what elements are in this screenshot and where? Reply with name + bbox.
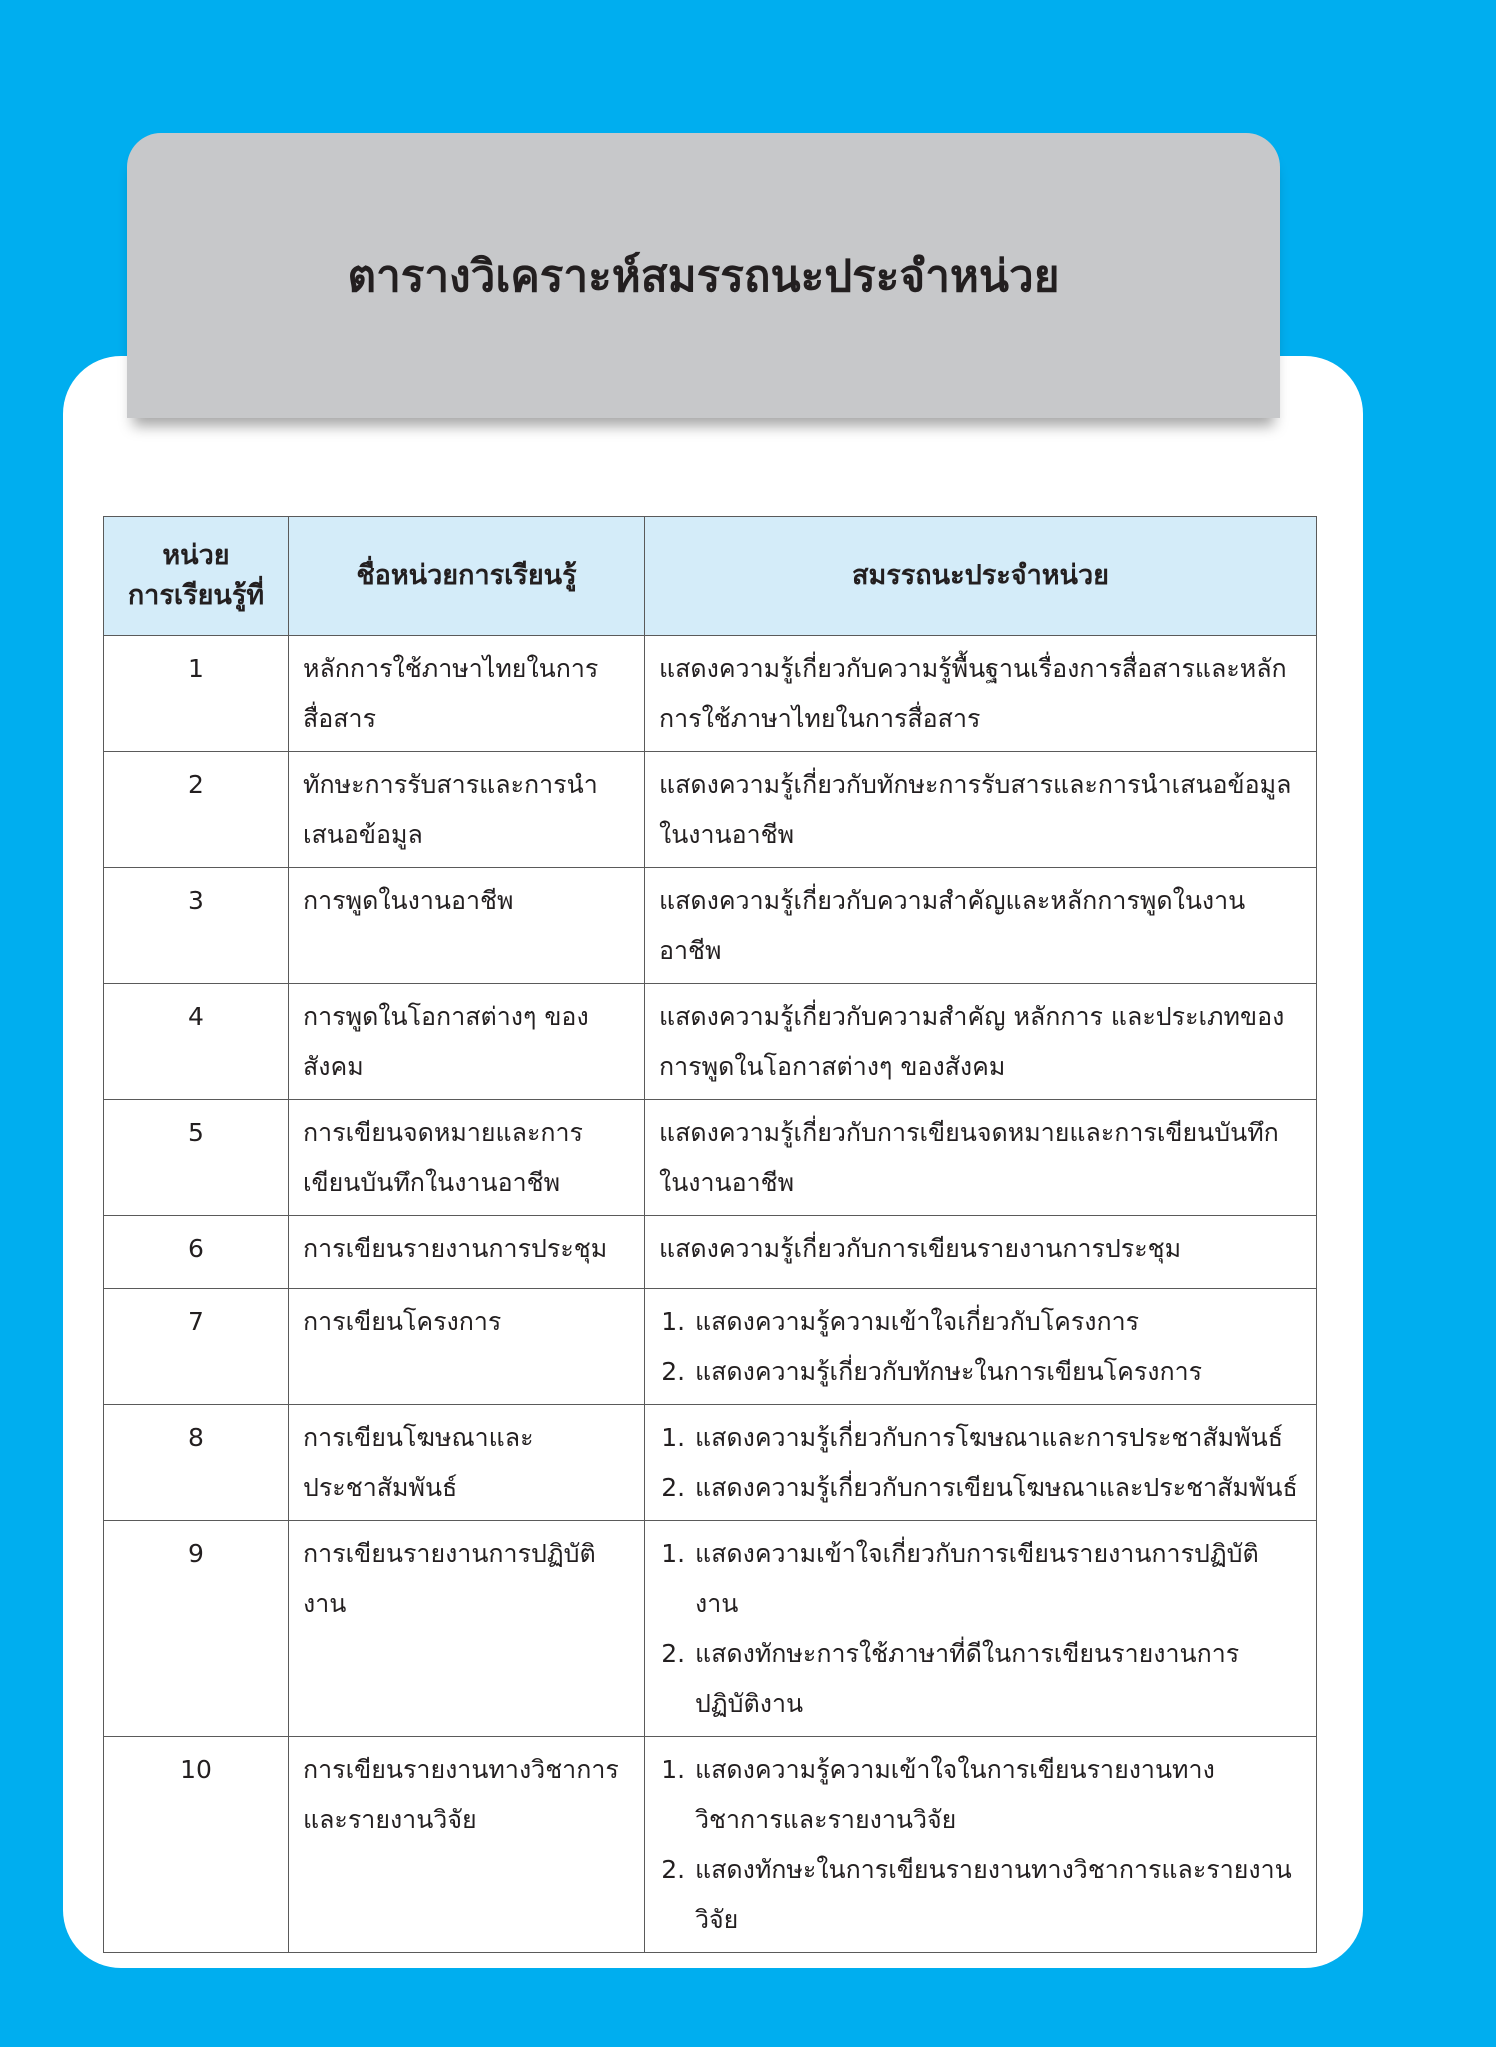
table-row: [104, 1216, 1317, 1289]
unit-competency: แสดงความรู้เกี่ยวกับความรู้พื้นฐานเรื่องการสื่อสารและหลักการใช้ภาษาไทยในการสื่อสาร: [645, 636, 1317, 752]
table-row: [104, 1289, 1317, 1405]
unit-competency: แสดงความรู้เกี่ยวกับการเขียนรายงานการประชุม: [645, 1216, 1317, 1289]
table-row: [104, 636, 1317, 752]
unit-number: 7: [104, 1289, 289, 1405]
unit-name: การเขียนรายงานการประชุม: [289, 1216, 645, 1289]
unit-name: ทักษะการรับสารและการนำเสนอข้อมูล: [289, 752, 645, 868]
unit-name: การเขียนรายงานทางวิชาการและรายงานวิจัย: [289, 1737, 645, 1953]
unit-number: 4: [104, 984, 289, 1100]
unit-competency: [645, 1405, 1317, 1521]
unit-name: หลักการใช้ภาษาไทยในการสื่อสาร: [289, 636, 645, 752]
competency-item: 2. แสดงความรู้เกี่ยวกับทักษะในการเขียนโครงการ: [693, 1347, 1302, 1397]
unit-number: 5: [104, 1100, 289, 1216]
competency-list: [659, 1413, 1302, 1513]
competency-item: 1. แสดงความรู้ความเข้าใจเกี่ยวกับโครงการ: [693, 1297, 1302, 1347]
title-tab: [127, 133, 1280, 418]
header-unit-line1: หน่วย: [162, 540, 230, 571]
header-unit-number: [104, 517, 289, 636]
competency-item: 2. แสดงความรู้เกี่ยวกับการเขียนโฆษณาและประชาสัมพันธ์: [693, 1463, 1302, 1513]
unit-competency: [645, 1521, 1317, 1737]
competency-item: 2. แสดงทักษะการใช้ภาษาที่ดีในการเขียนรายงานการปฏิบัติงาน: [693, 1629, 1302, 1729]
unit-name: การเขียนรายงานการปฏิบัติงาน: [289, 1521, 645, 1737]
unit-number: 8: [104, 1405, 289, 1521]
header-unit-name: ชื่อหน่วยการเรียนรู้: [289, 517, 645, 636]
unit-competency: [645, 1737, 1317, 1953]
unit-name: การพูดในงานอาชีพ: [289, 868, 645, 984]
competency-list: [659, 1529, 1302, 1729]
table-row: [104, 1737, 1317, 1953]
unit-competency-table: [103, 516, 1317, 1953]
unit-number: 10: [104, 1737, 289, 1953]
competency-list: [659, 1745, 1302, 1945]
unit-number: 2: [104, 752, 289, 868]
competency-item: 2. แสดงทักษะในการเขียนรายงานทางวิชาการและรายงานวิจัย: [693, 1845, 1302, 1945]
unit-name: การพูดในโอกาสต่างๆ ของสังคม: [289, 984, 645, 1100]
table-row: [104, 1521, 1317, 1737]
table-row: [104, 1405, 1317, 1521]
table-row: [104, 984, 1317, 1100]
competency-list: [659, 1297, 1302, 1397]
table-row: [104, 752, 1317, 868]
header-unit-line2: การเรียนรู้ที่: [127, 580, 265, 611]
unit-name: การเขียนโฆษณาและประชาสัมพันธ์: [289, 1405, 645, 1521]
competency-item: 1. แสดงความรู้ความเข้าใจในการเขียนรายงานทางวิชาการและรายงานวิจัย: [693, 1745, 1302, 1845]
unit-competency: แสดงความรู้เกี่ยวกับการเขียนจดหมายและการเขียนบันทึกในงานอาชีพ: [645, 1100, 1317, 1216]
unit-competency: แสดงความรู้เกี่ยวกับความสำคัญ หลักการ และประเภทของการพูดในโอกาสต่างๆ ของสังคม: [645, 984, 1317, 1100]
page-title: ตารางวิเคราะห์สมรรถนะประจำหน่วย: [347, 251, 1060, 302]
unit-competency: แสดงความรู้เกี่ยวกับความสำคัญและหลักการพูดในงานอาชีพ: [645, 868, 1317, 984]
header-competency: สมรรถนะประจำหน่วย: [645, 517, 1317, 636]
unit-number: 9: [104, 1521, 289, 1737]
unit-competency: แสดงความรู้เกี่ยวกับทักษะการรับสารและการนำเสนอข้อมูลในงานอาชีพ: [645, 752, 1317, 868]
table-row: [104, 868, 1317, 984]
unit-number: 6: [104, 1216, 289, 1289]
unit-number: 1: [104, 636, 289, 752]
table-header-row: [104, 517, 1317, 636]
unit-competency: [645, 1289, 1317, 1405]
unit-number: 3: [104, 868, 289, 984]
competency-item: 1. แสดงความรู้เกี่ยวกับการโฆษณาและการประชาสัมพันธ์: [693, 1413, 1302, 1463]
unit-name: การเขียนจดหมายและการเขียนบันทึกในงานอาชีพ: [289, 1100, 645, 1216]
unit-name: การเขียนโครงการ: [289, 1289, 645, 1405]
competency-item: 1. แสดงความเข้าใจเกี่ยวกับการเขียนรายงานการปฏิบัติงาน: [693, 1529, 1302, 1629]
table-row: [104, 1100, 1317, 1216]
